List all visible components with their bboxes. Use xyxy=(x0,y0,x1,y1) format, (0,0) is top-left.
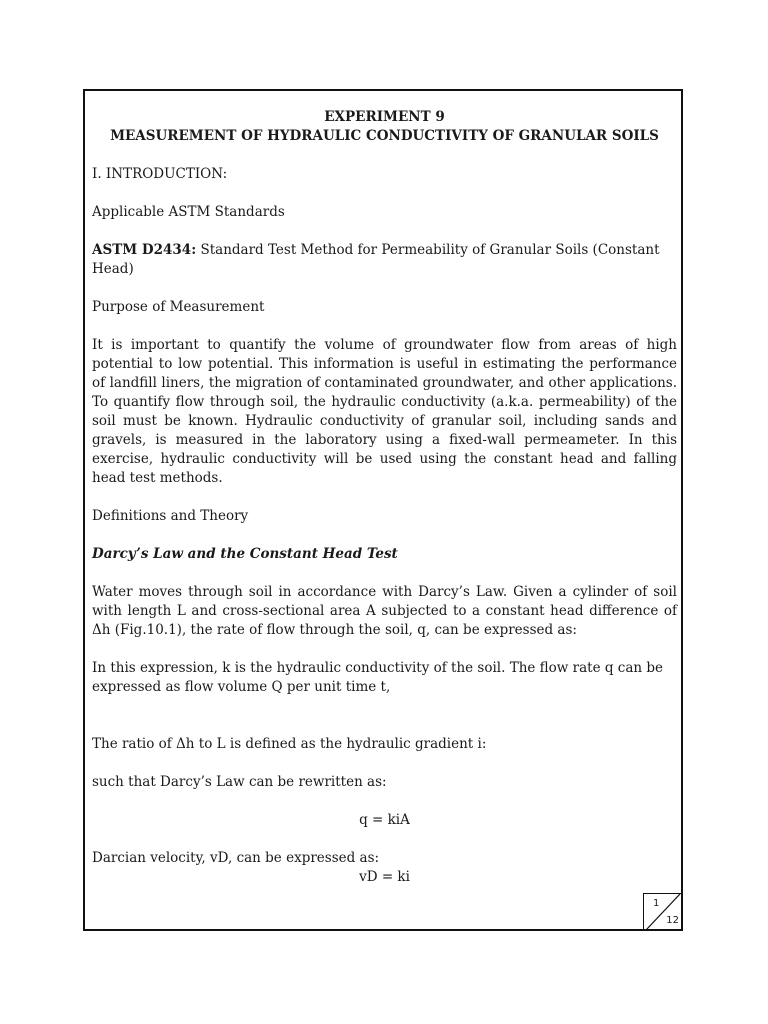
section-heading: I. INTRODUCTION: xyxy=(92,166,228,182)
expression-paragraph: In this expression, k is the hydraulic conductivity of the soil. The flow rate q can be expressed as flow volume Q per unit time t, xyxy=(92,660,664,695)
equation-velocity: vD = ki xyxy=(359,869,410,885)
document-content xyxy=(92,108,677,887)
purpose-paragraph: It is important to quantify the volume of groundwater flow from areas of high potential to low potential. This information is useful in estimating the performance of landfill liners, the migration of contaminated groundwater, and other applications. To quantify flow through soil, the hydraulic conductivity (a.k.a. permeability) of the soil must be known. Hydraulic conductivity of granular soil, including sands and gravels, is measured in the laboratory using a fixed-wall permeameter. In this exercise, hydraulic conductivity will be used using the constant head and falling head test methods. xyxy=(92,337,677,486)
definitions-heading: Definitions and Theory xyxy=(92,508,249,524)
rewrite-paragraph: such that Darcy’s Law can be rewritten as: xyxy=(92,774,387,790)
page-total: 12 xyxy=(666,915,679,926)
darcy-paragraph: Water moves through soil in accordance with Darcy’s Law. Given a cylinder of soil with length L and cross-sectional area A subjected to a constant head difference of Δh (Fig.10.1), the rate of flow through the soil, q, can be expressed as: xyxy=(92,584,677,638)
astm-description: Standard Test Method for Permeability of Granular Soils (Constant Head) xyxy=(92,242,660,277)
standards-heading: Applicable ASTM Standards xyxy=(92,204,285,220)
document-page xyxy=(83,89,683,931)
document-title: MEASUREMENT OF HYDRAULIC CONDUCTIVITY OF GRANULAR SOILS xyxy=(110,128,659,144)
experiment-number: EXPERIMENT 9 xyxy=(324,109,445,125)
page-current: 1 xyxy=(653,898,660,909)
velocity-paragraph: Darcian velocity, vD, can be expressed as: xyxy=(92,850,380,866)
page-number-box xyxy=(643,893,681,929)
darcy-heading: Darcy’s Law and the Constant Head Test xyxy=(92,546,398,562)
purpose-heading: Purpose of Measurement xyxy=(92,299,265,315)
equation-darcy: q = kiA xyxy=(359,812,410,828)
astm-code: ASTM D2434: xyxy=(92,242,197,258)
astm-standard xyxy=(92,241,677,279)
gradient-paragraph: The ratio of Δh to L is defined as the hydraulic gradient i: xyxy=(92,736,487,752)
